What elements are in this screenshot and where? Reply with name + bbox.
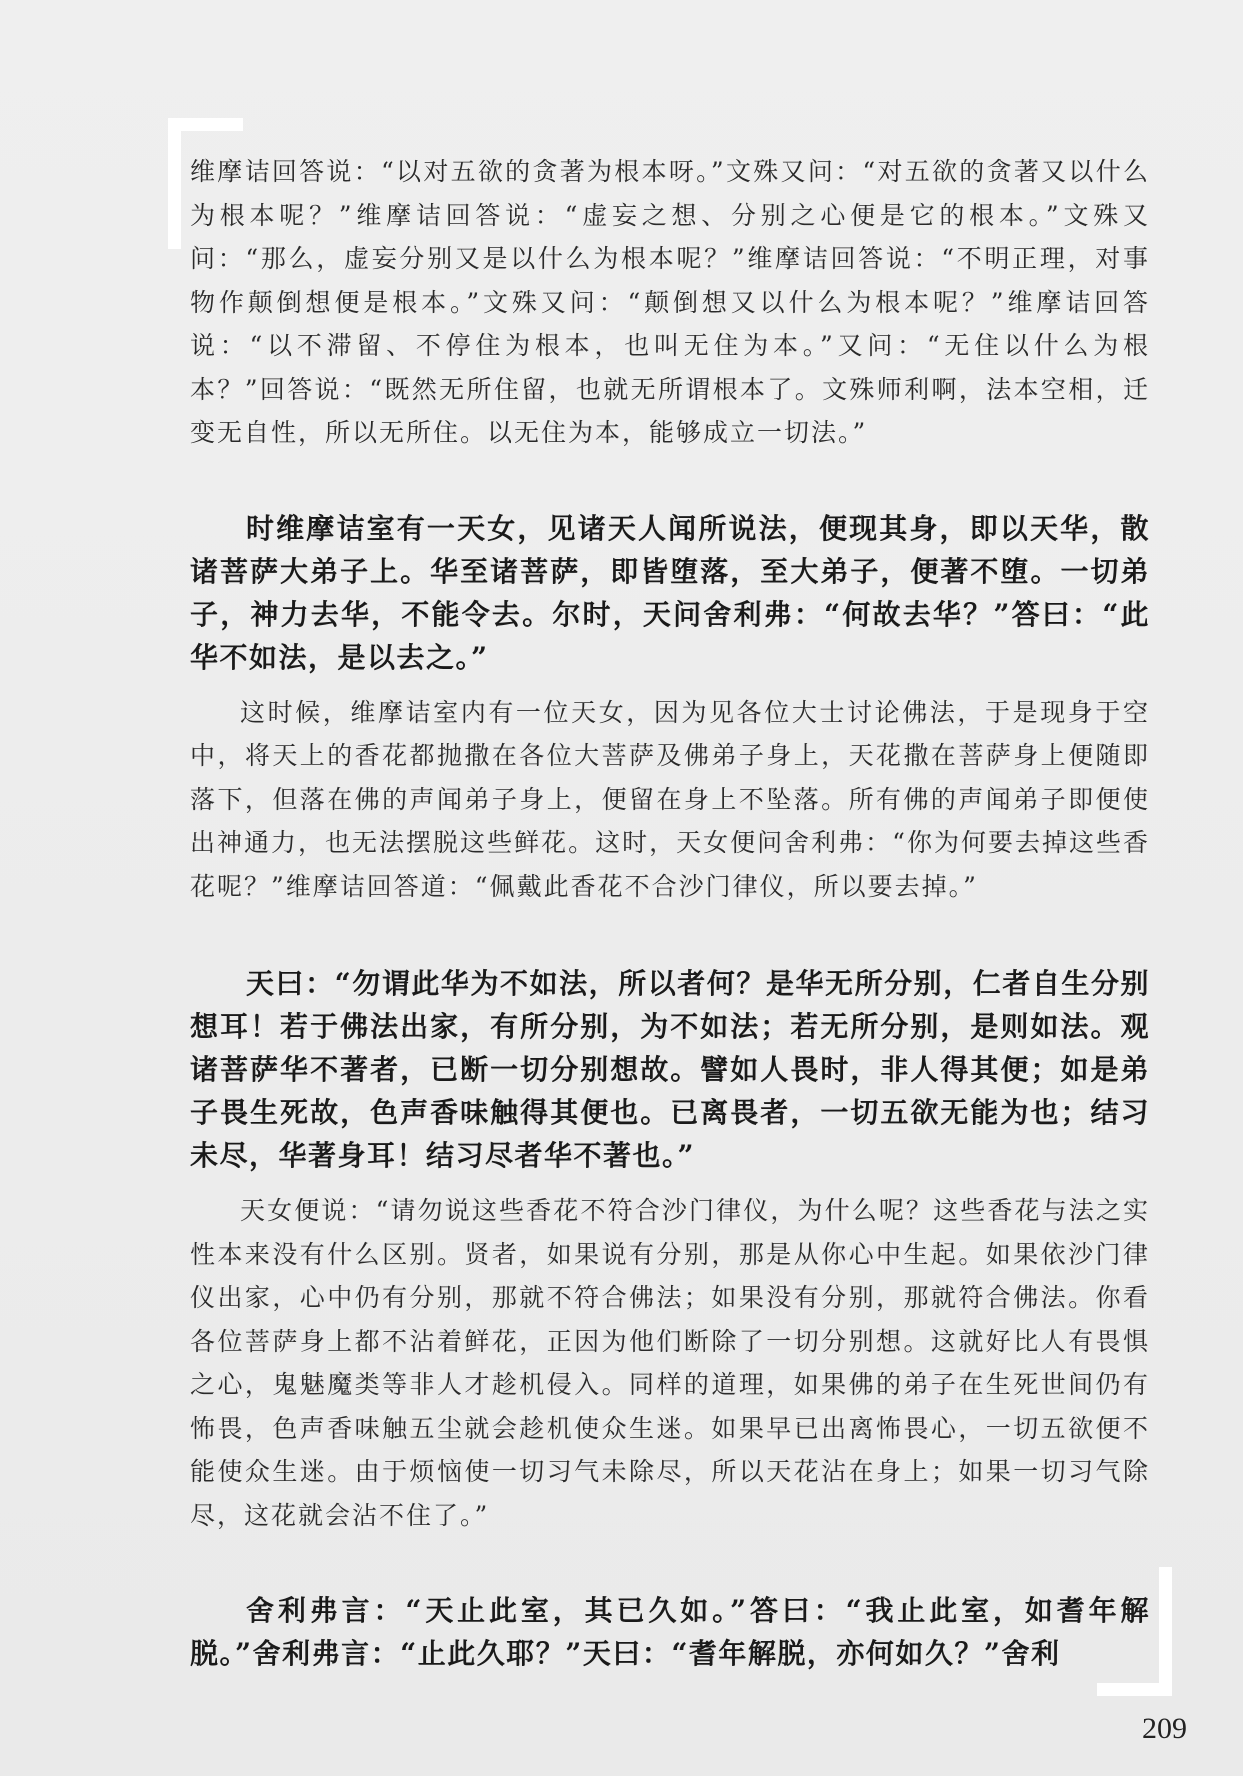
original-text-paragraph: 天曰：“勿谓此华为不如法，所以者何？是华无所分别，仁者自生分别想耳！若于佛法出家，有所分别，为不如法；若无所分别，是则如法。观诸菩萨华不著者，已断一切分别想故。譬如人畏时，非人得其便；如是弟子畏生死故，色声香味触得其便也。已离畏者，一切五欲无能为也；结习未尽，华著身耳！结习尽者华不著也。”	[190, 967, 1150, 1172]
page-body	[190, 150, 1150, 1675]
translation-paragraph: 这时候，维摩诘室内有一位天女，因为见各位大士讨论佛法，于是现身于空中，将天上的香花都抛撒在各位大菩萨及佛弟子身上，天花撒在菩萨身上便随即落下，但落在佛的声闻弟子身上，便留在身上不坠落。所有佛的声闻弟子即便使出神通力，也无法摆脱这些鲜花。这时，天女便问舍利弗：“你为何要去掉这些香花呢？”维摩诘回答道：“佩戴此香花不合沙门律仪，所以要去掉。”	[190, 697, 1150, 901]
translation-paragraph: 维摩诘回答说：“以对五欲的贪著为根本呀。”文殊又问：“对五欲的贪著又以什么为根本呢？”维摩诘回答说：“虚妄之想、分别之心便是它的根本。”文殊又问：“那么，虚妄分别又是以什么为根本呢？”维摩诘回答说：“不明正理，对事物作颠倒想便是根本。”文殊又问：“颠倒想又以什么为根本呢？”维摩诘回答说：“以不滞留、不停住为根本，也叫无住为本。”又问：“无住以什么为根本？”回答说：“既然无所住留，也就无所谓根本了。文殊师利啊，法本空相，迁变无自性，所以无所住。以无住为本，能够成立一切法。”	[190, 157, 1150, 447]
original-text-paragraph: 舍利弗言：“天止此室，其已久如。”答曰：“我止此室，如耆年解脱。”舍利弗言：“止此久耶？”天曰：“耆年解脱，亦何如久？”舍利	[190, 1594, 1150, 1670]
page-number: 209	[1142, 1712, 1187, 1745]
original-text-paragraph: 时维摩诘室有一天女，见诸天人闻所说法，便现其身，即以天华，散诸菩萨大弟子上。华至诸菩萨，即皆堕落，至大弟子，便著不堕。一切弟子，神力去华，不能令去。尔时，天问舍利弗：“何故去华？”答曰：“此华不如法，是以去之。”	[190, 511, 1150, 674]
translation-paragraph: 天女便说：“请勿说这些香花不符合沙门律仪，为什么呢？这些香花与法之实性本来没有什么区别。贤者，如果说有分别，那是从你心中生起。如果依沙门律仪出家，心中仍有分别，那就不符合佛法；如果没有分别，那就符合佛法。你看各位菩萨身上都不沾着鲜花，正因为他们断除了一切分别想。这就好比人有畏惧之心，鬼魅魔类等非人才趁机侵入。同样的道理，如果佛的弟子在生死世间仍有怖畏，色声香味触五尘就会趁机使众生迷。如果早已出离怖畏心，一切五欲便不能使众生迷。由于烦恼使一切习气未除尽，所以天花沾在身上；如果一切习气除尽，这花就会沾不住了。”	[190, 1196, 1150, 1530]
